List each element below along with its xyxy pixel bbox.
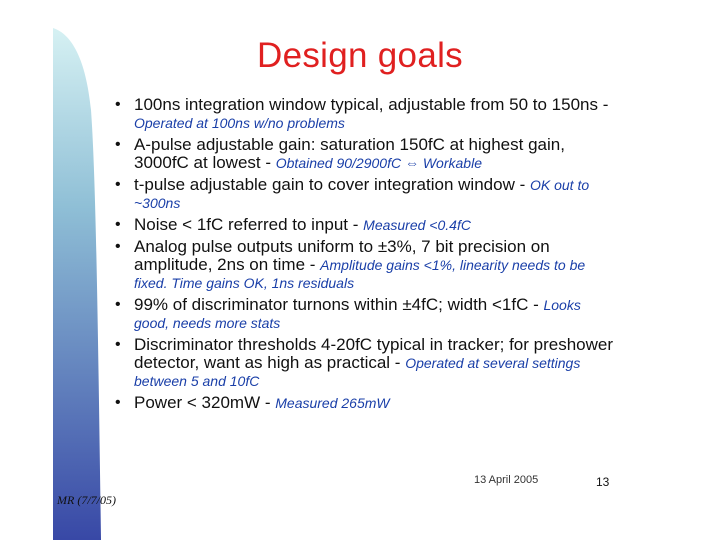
list-item bbox=[114, 296, 614, 332]
bullet-icon: • bbox=[115, 96, 121, 113]
bullet-list bbox=[114, 96, 614, 416]
list-item bbox=[114, 336, 614, 390]
bullet-text: t-pulse adjustable gain to cover integration window - bbox=[134, 175, 526, 194]
slide-title: Design goals bbox=[257, 36, 463, 75]
bullet-note: Amplitude gains <1%, linearity needs to be fixed. Time gains OK, 1ns residuals bbox=[134, 257, 586, 291]
bullet-note: Operated at several settings between 5 and 10fC bbox=[134, 355, 581, 389]
bullet-icon: • bbox=[115, 176, 121, 193]
bullet-icon: • bbox=[115, 336, 121, 353]
list-item bbox=[114, 136, 614, 172]
bullet-icon: • bbox=[115, 136, 121, 153]
list-item bbox=[114, 394, 614, 412]
bullet-text: A-pulse adjustable gain: saturation 150fC at highest gain, 3000fC at lowest - bbox=[134, 135, 565, 172]
list-item bbox=[114, 96, 614, 132]
bullet-icon: • bbox=[115, 238, 121, 255]
bullet-note: Looks good, needs more stats bbox=[134, 297, 581, 331]
bullet-text: Power < 320mW - bbox=[134, 393, 271, 412]
page-number: 13 bbox=[596, 475, 610, 489]
bullet-icon: • bbox=[115, 216, 121, 233]
bullet-text: Discriminator thresholds 4-20fC typical in tracker; for preshower detector, want as high as practical - bbox=[134, 335, 614, 372]
bullet-text: Analog pulse outputs uniform to ±3%, 7 bit precision on amplitude, 2ns on time - bbox=[134, 237, 550, 274]
list-item bbox=[114, 176, 614, 212]
slide-date: 13 April 2005 bbox=[474, 474, 539, 486]
bullet-note: OK out to ~300ns bbox=[134, 177, 590, 211]
bullet-note: Measured <0.4fC bbox=[363, 217, 471, 233]
list-item bbox=[114, 238, 614, 292]
bullet-note: Measured 265mW bbox=[275, 395, 390, 411]
bullet-text: Noise < 1fC referred to input - bbox=[134, 215, 359, 234]
bullet-icon: • bbox=[115, 394, 121, 411]
bullet-icon: • bbox=[115, 296, 121, 313]
author-stamp: MR (7/7/05) bbox=[57, 493, 116, 507]
bullet-note: Operated at 100ns w/no problems bbox=[134, 115, 345, 131]
bullet-text: 100ns integration window typical, adjustable from 50 to 150ns - bbox=[134, 95, 609, 114]
list-item bbox=[114, 216, 614, 234]
bullet-text: 99% of discriminator turnons within ±4fC; width <1fC - bbox=[134, 295, 539, 314]
bullet-note: Obtained 90/2900fC ⇔ Workable bbox=[275, 155, 482, 171]
